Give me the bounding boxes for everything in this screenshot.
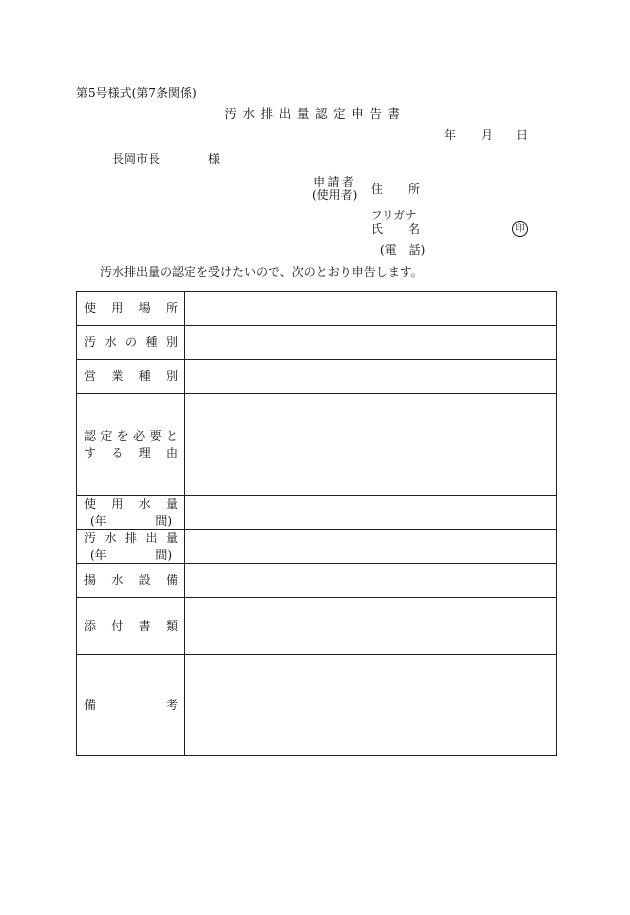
label-char: 水	[111, 573, 124, 588]
table-row	[77, 326, 557, 360]
label-char: 所	[165, 301, 178, 316]
business-type-field[interactable]	[185, 360, 557, 394]
label-char: 汚	[84, 531, 97, 546]
date-day-label: 日	[516, 128, 529, 142]
label-char: 使	[84, 301, 97, 316]
table-row	[77, 496, 557, 530]
label-char: 場	[138, 301, 151, 316]
label-char: 用	[111, 301, 124, 316]
label-char: 用	[111, 497, 124, 512]
label-char: 間)	[155, 513, 172, 528]
label-char: 理	[138, 445, 151, 460]
label-char: 定	[100, 429, 113, 444]
row-label-wastewater-type	[77, 326, 185, 360]
water-usage-field[interactable]	[185, 496, 557, 530]
label-char: す	[84, 445, 97, 460]
label-char: 付	[111, 618, 124, 633]
label-char: 使	[84, 497, 97, 512]
table-row	[77, 394, 557, 496]
label-char: を	[116, 429, 129, 444]
label-char: 出	[145, 531, 158, 546]
name-label-char1: 氏	[371, 222, 384, 236]
label-char: 揚	[84, 573, 97, 588]
address-label-char2: 所	[408, 182, 421, 196]
label-char: 水	[138, 497, 151, 512]
label-char: 間)	[155, 547, 172, 562]
document-title: 汚水排出量認定申告書	[224, 106, 406, 121]
label-char: 種	[145, 335, 158, 350]
label-char: 備	[84, 697, 97, 712]
table-row	[77, 360, 557, 394]
row-label-usage-location	[77, 292, 185, 326]
row-label-remarks	[77, 655, 185, 756]
row-label-water-usage	[77, 496, 185, 530]
table-row	[77, 655, 557, 756]
label-char: 業	[111, 369, 124, 384]
recipient-name: 長岡市長	[112, 152, 161, 166]
label-char: の	[124, 335, 137, 350]
label-char: 水	[104, 531, 117, 546]
table-row	[77, 564, 557, 598]
recipient-suffix: 様	[208, 152, 221, 166]
applicant-label	[312, 176, 357, 202]
row-label-attachments	[77, 598, 185, 655]
table-row	[77, 292, 557, 326]
row-label-pumping-equipment	[77, 564, 185, 598]
table-row	[77, 598, 557, 655]
row-label-reason	[77, 394, 185, 496]
intro-statement: 汚水排出量の認定を受けたいので、次のとおり申告します。	[100, 265, 423, 279]
table-row	[77, 530, 557, 564]
label-char: 排	[124, 531, 137, 546]
attachments-field[interactable]	[185, 598, 557, 655]
pumping-equipment-field[interactable]	[185, 564, 557, 598]
label-char: 設	[138, 573, 151, 588]
date-year-label: 年	[444, 128, 457, 142]
label-char: (年	[90, 547, 107, 562]
label-char: 必	[133, 429, 146, 444]
row-label-wastewater-volume	[77, 530, 185, 564]
usage-location-field[interactable]	[185, 292, 557, 326]
form-number: 第5号様式(第7条関係)	[76, 86, 197, 100]
wastewater-volume-field[interactable]	[185, 530, 557, 564]
label-char: 認	[84, 429, 97, 444]
label-char: (年	[90, 513, 107, 528]
applicant-label-line2: (使用者)	[312, 188, 358, 203]
label-char: 書	[138, 618, 151, 633]
label-char: 量	[165, 531, 178, 546]
label-char: 備	[165, 573, 178, 588]
label-char: 考	[165, 697, 178, 712]
label-char: 水	[104, 335, 117, 350]
label-char: 営	[84, 369, 97, 384]
phone-label: (電 話)	[380, 243, 426, 257]
label-char: と	[165, 429, 178, 444]
applicant-label-line1: 申請者	[313, 175, 357, 189]
reason-field[interactable]	[185, 394, 557, 496]
row-label-business-type	[77, 360, 185, 394]
label-char: 添	[84, 618, 97, 633]
address-label-char1: 住	[371, 182, 384, 196]
label-char: 種	[138, 369, 151, 384]
furigana-label: フリガナ	[371, 208, 417, 222]
remarks-field[interactable]	[185, 655, 557, 756]
label-char: 別	[165, 335, 178, 350]
label-char: 由	[165, 445, 178, 460]
label-char: 別	[165, 369, 178, 384]
label-char: 汚	[84, 335, 97, 350]
label-char: 要	[149, 429, 162, 444]
wastewater-type-field[interactable]	[185, 326, 557, 360]
name-label-char2: 名	[408, 222, 421, 236]
label-char: 量	[165, 497, 178, 512]
seal-mark: 印	[512, 221, 528, 237]
declaration-table	[76, 291, 557, 756]
label-char: る	[111, 445, 124, 460]
date-month-label: 月	[481, 128, 494, 142]
label-char: 類	[165, 618, 178, 633]
